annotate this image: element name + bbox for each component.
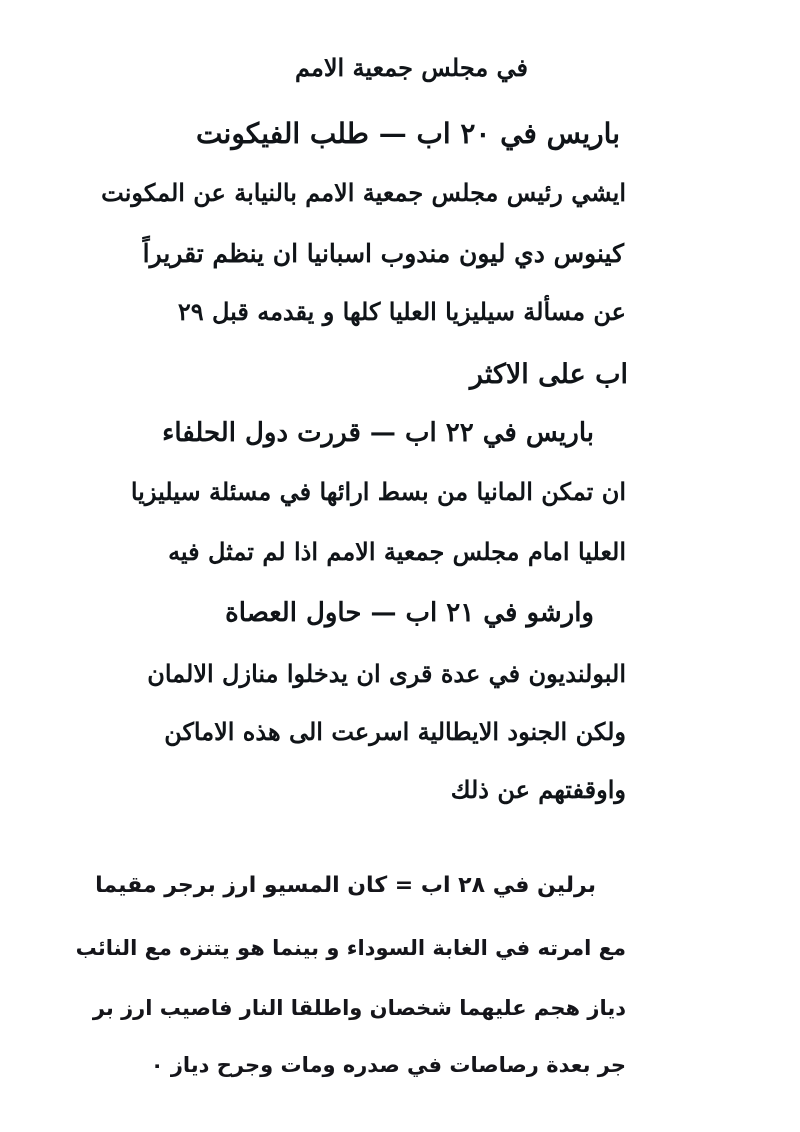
text-line: ولكن الجنود الايطالية اسرعت الى هذه الاماكن — [164, 717, 626, 746]
text-line: وارشو في ٢١ اب — حاول العصاة — [225, 598, 594, 628]
text-line: ان تمكن المانيا من بسط ارائها في مسئلة سيليزيا — [130, 477, 626, 506]
text-line: برلين في ٢٨ اب = كان المسيو ارز برجر مقيما — [95, 873, 596, 898]
text-line: جر بعدة رصاصات في صدره ومات وجرح دياز ٠ — [150, 1053, 626, 1077]
text-line: العليا امام مجلس جمعية الامم اذا لم تمثل فيه — [168, 537, 626, 566]
text-line: كينوس دي ليون مندوب اسبانيا ان ينظم تقريراً — [142, 239, 624, 268]
text-line: مع امرته في الغابة السوداء و بينما هو يتنزه مع النائب — [75, 936, 626, 960]
page-title: في مجلس جمعية الامم — [294, 53, 528, 82]
text-line: واوقفتهم عن ذلك — [450, 775, 626, 804]
text-line: باريس في ٢٢ اب — قررت دول الحلفاء — [162, 418, 594, 448]
text-line: باريس في ٢٠ اب — طلب الفيكونت — [196, 117, 620, 150]
text-line: عن مسألة سيليزيا العليا كلها و يقدمه قبل ٢٩ — [177, 297, 626, 326]
text-line: ايشي رئيس مجلس جمعية الامم بالنيابة عن المكونت — [101, 178, 626, 207]
text-line: دياز هجم عليهما شخصان واطلقا النار فاصيب ارز بر — [92, 996, 626, 1020]
text-line: اب على الاكثر — [469, 359, 628, 390]
text-line: البولنديون في عدة قرى ان يدخلوا منازل الالمان — [147, 659, 626, 688]
